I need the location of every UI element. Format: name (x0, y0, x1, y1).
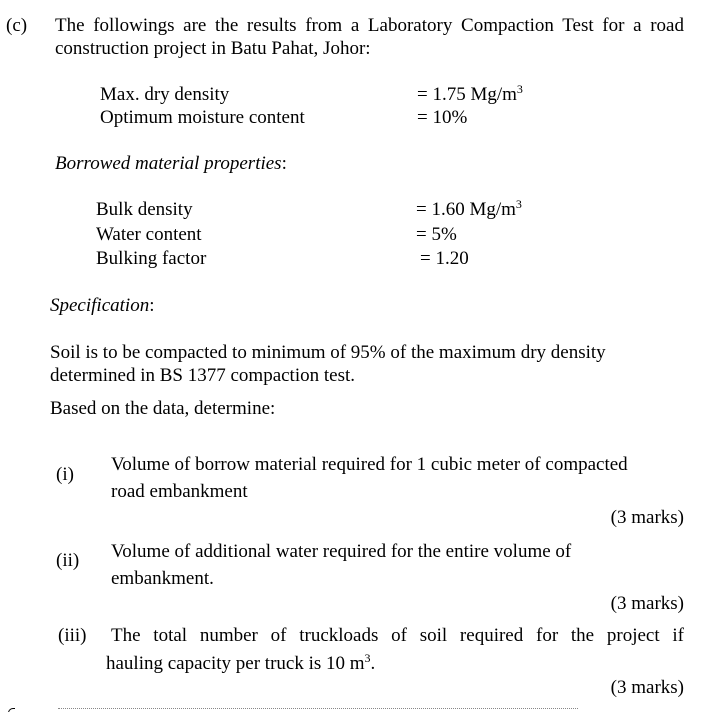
part-i-line-2: road embankment (111, 481, 248, 502)
bottom-cropped-content (0, 703, 708, 712)
max-dry-density-label: Max. dry density (100, 84, 230, 105)
max-dry-density-value: = 1.75 $Mg/m^3$ (417, 82, 523, 105)
part-i-marks: (3 marks) (610, 507, 684, 528)
determine-prompt: Based on the data, determine: (50, 398, 276, 419)
intro-line-1: The followings are the results from a Laboratory Compaction Test for a road (55, 15, 684, 36)
specification-line-1: Soil is to be compacted to minimum of 95% of the maximum dry density (50, 342, 606, 363)
water-content-label: Water content (96, 224, 202, 245)
intro-line-2: construction project in Batu Pahat, Johor: (55, 38, 371, 59)
part-ii-label: (ii) (56, 550, 80, 571)
specification-line-2: determined in BS 1377 compaction test. (50, 365, 356, 386)
bulk-density-value: = 1.60 $Mg/m^3$ (416, 197, 522, 220)
part-ii-line-1: Volume of additional water required for the entire volume of (111, 541, 572, 562)
part-iii-line-2: hauling capacity per truck is 10 $m^3$. (106, 651, 376, 674)
specification-heading: Specification: (50, 295, 155, 316)
water-content-value: = 5% (416, 224, 457, 245)
top-cropped-content (0, 0, 708, 6)
part-i-line-1: Volume of borrow material required for 1 cubic meter of compacted (111, 454, 628, 475)
part-iii-line-1: The total number of truckloads of soil required for the project if (111, 625, 684, 646)
optimum-moisture-label: Optimum moisture content (100, 107, 305, 128)
part-i-label: (i) (56, 464, 74, 485)
part-ii-line-2: embankment. (111, 568, 214, 589)
bulking-factor-value: = 1.20 (420, 248, 469, 269)
part-iii-label: (iii) (58, 625, 87, 646)
bulking-factor-label: Bulking factor (96, 248, 207, 269)
optimum-moisture-value: = 10% (417, 107, 468, 128)
question-label: (c) (6, 15, 28, 36)
bulk-density-label: Bulk density (96, 199, 193, 220)
part-ii-marks: (3 marks) (610, 593, 684, 614)
borrowed-material-heading: Borrowed material properties: (55, 153, 287, 174)
part-iii-marks: (3 marks) (610, 677, 684, 698)
